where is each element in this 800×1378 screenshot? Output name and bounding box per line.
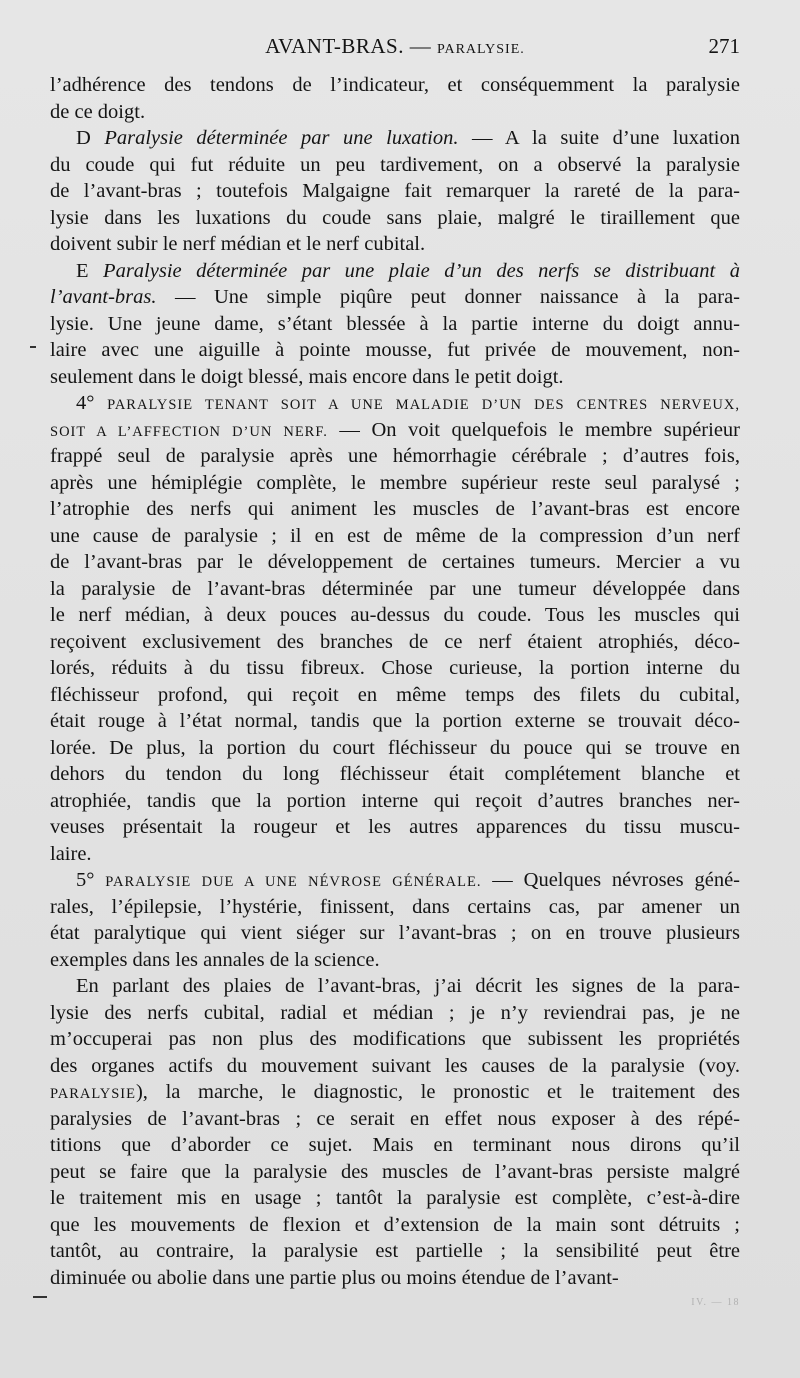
text-line xyxy=(50,867,740,894)
line-text: laire. xyxy=(50,842,92,865)
line-text: de ce doigt. xyxy=(50,100,146,123)
text-line xyxy=(50,1053,740,1080)
text-line xyxy=(50,284,740,311)
margin-mark xyxy=(30,346,36,348)
text-line xyxy=(50,125,740,152)
line-text: l’atrophie des nerfs qui animent les muscles de l’avant-bras est encore xyxy=(50,498,740,520)
signature-mark: IV. — 18 xyxy=(691,1297,740,1308)
line-text: m’occuperai pas non plus des modifications que subissent les propriétés xyxy=(50,1028,740,1050)
running-title xyxy=(50,34,740,59)
line-text: exemples dans les annales de la science. xyxy=(50,948,380,971)
page-number: 271 xyxy=(708,34,740,58)
text-line xyxy=(50,258,740,285)
page-footer xyxy=(80,1297,740,1317)
line-text: lysie. Une jeune dame, s’étant blessée à la partie interne du doigt annu- xyxy=(50,312,740,335)
line-text: rales, l’épilepsie, l’hystérie, finissent, dans certains cas, par amener un xyxy=(50,895,740,918)
paragraph-lead: 4° xyxy=(76,392,95,414)
text-line xyxy=(50,364,740,391)
text-line xyxy=(50,205,740,232)
smallcaps-heading: PARALYSIE xyxy=(50,1086,136,1102)
line-text: le traitement mis en usage ; tantôt la paralysie est complète, c’est-à-dire xyxy=(50,1187,740,1209)
line-text: lorés, réduits à du tissu fibreux. Chose curieuse, la portion interne du xyxy=(50,657,740,679)
line-text: lorée. De plus, la portion du court fléchisseur du pouce qui se trouve en xyxy=(50,736,740,759)
line-text: une cause de paralysie ; il en est de même de la compression d’un nerf xyxy=(50,524,740,547)
italic-heading: Paralysie déterminée par une plaie d’un des nerfs se distribuant à xyxy=(103,259,740,282)
text-line xyxy=(50,576,740,603)
text-line xyxy=(50,231,740,258)
italic-heading: Paralysie déterminée par une luxation. xyxy=(104,127,459,149)
text-line xyxy=(50,470,740,497)
text-line xyxy=(50,337,740,364)
line-text: la paralysie de l’avant-bras déterminée par une tumeur développée dans xyxy=(50,577,740,600)
line-text: — On voit quelquefois le membre supérieur xyxy=(327,418,740,441)
text-line xyxy=(50,682,740,709)
line-text: — A la suite d’une luxation xyxy=(458,127,740,149)
text-line xyxy=(50,708,740,735)
text-line xyxy=(50,894,740,921)
text-line xyxy=(50,788,740,815)
running-header xyxy=(50,34,740,64)
text-line xyxy=(50,1079,740,1106)
text-line xyxy=(50,1132,740,1159)
margin-mark xyxy=(33,1296,47,1298)
text-line xyxy=(50,1238,740,1265)
text-line xyxy=(50,178,740,205)
text-line xyxy=(50,417,740,444)
text-line xyxy=(50,973,740,1000)
line-text: de l’avant-bras par le développement de certaines tumeurs. Mercier a vu xyxy=(50,551,740,573)
text-line xyxy=(50,496,740,523)
line-text: — Quelques névroses géné- xyxy=(481,869,740,891)
text-line xyxy=(50,655,740,682)
running-title-main: AVANT-BRAS. — xyxy=(265,34,432,58)
text-line xyxy=(50,629,740,656)
line-text: lysie des nerfs cubital, radial et médian ; je n’y reviendrai pas, je ne xyxy=(50,1001,740,1024)
line-text: reçoivent exclusivement des branches de ce nerf étaient atrophiés, déco- xyxy=(50,630,740,653)
line-text: du coude qui fut réduite un peu tardivement, on a observé la paralysie xyxy=(50,153,740,176)
text-line xyxy=(50,761,740,788)
text-line xyxy=(50,549,740,576)
text-line xyxy=(50,1106,740,1133)
line-text: doivent subir le nerf médian et le nerf cubital. xyxy=(50,233,426,255)
line-text: laire avec une aiguille à pointe mousse, fut privée de mouvement, non- xyxy=(50,339,740,361)
line-text: tantôt, au contraire, la paralysie est partielle ; la sensibilité peut être xyxy=(50,1240,740,1262)
text-line xyxy=(50,390,740,417)
text-line xyxy=(50,841,740,868)
line-text: état paralytique qui vient siéger sur l’avant-bras ; on en trouve plusieurs xyxy=(50,922,740,944)
line-text: parlant des plaies de l’avant-bras, j’ai décrit les signes de la para- xyxy=(112,975,740,997)
line-text: l’adhérence des tendons de l’indicateur, et conséquemment la paralysie xyxy=(50,74,740,96)
text-line xyxy=(50,311,740,338)
body-text xyxy=(50,72,740,1291)
text-line xyxy=(50,152,740,179)
text-line xyxy=(50,1185,740,1212)
text-line xyxy=(50,443,740,470)
text-line xyxy=(50,920,740,947)
smallcaps-heading: PARALYSIE TENANT SOIT A UNE MALADIE D’UN DES CENTRES NERVEUX, xyxy=(107,397,740,413)
line-text: seulement dans le doigt blessé, mais encore dans le petit doigt. xyxy=(50,365,564,388)
italic-heading: l’avant-bras. xyxy=(50,286,157,308)
text-line xyxy=(50,1000,740,1027)
paragraph-lead: En xyxy=(76,975,99,997)
line-text: après une hémiplégie complète, le membre supérieur reste seul paralysé ; xyxy=(50,471,740,494)
line-text: fléchisseur profond, qui reçoit en même temps des filets du cubital, xyxy=(50,683,740,706)
line-text: des organes actifs du mouvement suivant les causes de la paralysie (voy. xyxy=(50,1054,740,1077)
paragraph-lead: D xyxy=(76,127,91,149)
line-text: frappé seul de paralysie après une hémorrhagie cérébrale ; d’autres fois, xyxy=(50,445,740,467)
text-line xyxy=(50,1026,740,1053)
text-line xyxy=(50,99,740,126)
text-line xyxy=(50,602,740,629)
line-text: peut se faire que la paralysie des muscles de l’avant-bras persiste malgré xyxy=(50,1160,740,1183)
line-text: veuses présentait la rougeur et les autres apparences du tissu muscu- xyxy=(50,816,740,838)
line-text: atrophiée, tandis que la portion interne qui reçoit d’autres branches ner- xyxy=(50,789,740,812)
smallcaps-heading: PARALYSIE DUE A UNE NÉVROSE GÉNÉRALE. xyxy=(105,874,482,890)
text-line xyxy=(50,72,740,99)
text-line xyxy=(50,523,740,550)
line-text: était rouge à l’état normal, tandis que la portion externe se trouvait déco- xyxy=(50,710,740,732)
line-text: le nerf médian, à deux pouces au-dessus du coude. Tous les muscles qui xyxy=(50,604,740,626)
line-text: lysie dans les luxations du coude sans plaie, malgré le tiraillement que xyxy=(50,206,740,229)
running-title-section: PARALYSIE. xyxy=(436,42,525,57)
line-text: dehors du tendon du long fléchisseur était complétement blanche et xyxy=(50,763,740,785)
line-text: diminuée ou abolie dans une partie plus ou moins étendue de l’avant- xyxy=(50,1266,619,1289)
text-line xyxy=(50,1265,740,1292)
text-line xyxy=(50,1212,740,1239)
text-line xyxy=(50,814,740,841)
line-text: ), la marche, le diagnostic, le pronostic et le traitement des xyxy=(135,1081,740,1103)
line-text: que les mouvements de flexion et d’extension de la main sont détruits ; xyxy=(50,1213,740,1236)
smallcaps-heading: SOIT A L’AFFECTION D’UN NERF. xyxy=(50,423,328,440)
line-text: — Une simple piqûre peut donner naissance à la para- xyxy=(156,286,740,308)
paragraph-lead: E xyxy=(76,259,89,282)
line-text: paralysies de l’avant-bras ; ce serait en effet nous exposer à des répé- xyxy=(50,1107,740,1130)
text-line xyxy=(50,947,740,974)
paragraph-lead: 5° xyxy=(76,869,95,891)
text-line xyxy=(50,735,740,762)
line-text: de l’avant-bras ; toutefois Malgaigne fait remarquer la rareté de la para- xyxy=(50,180,740,202)
line-text: titions que d’aborder ce sujet. Mais en terminant nous dirons qu’il xyxy=(50,1134,740,1156)
text-line xyxy=(50,1159,740,1186)
